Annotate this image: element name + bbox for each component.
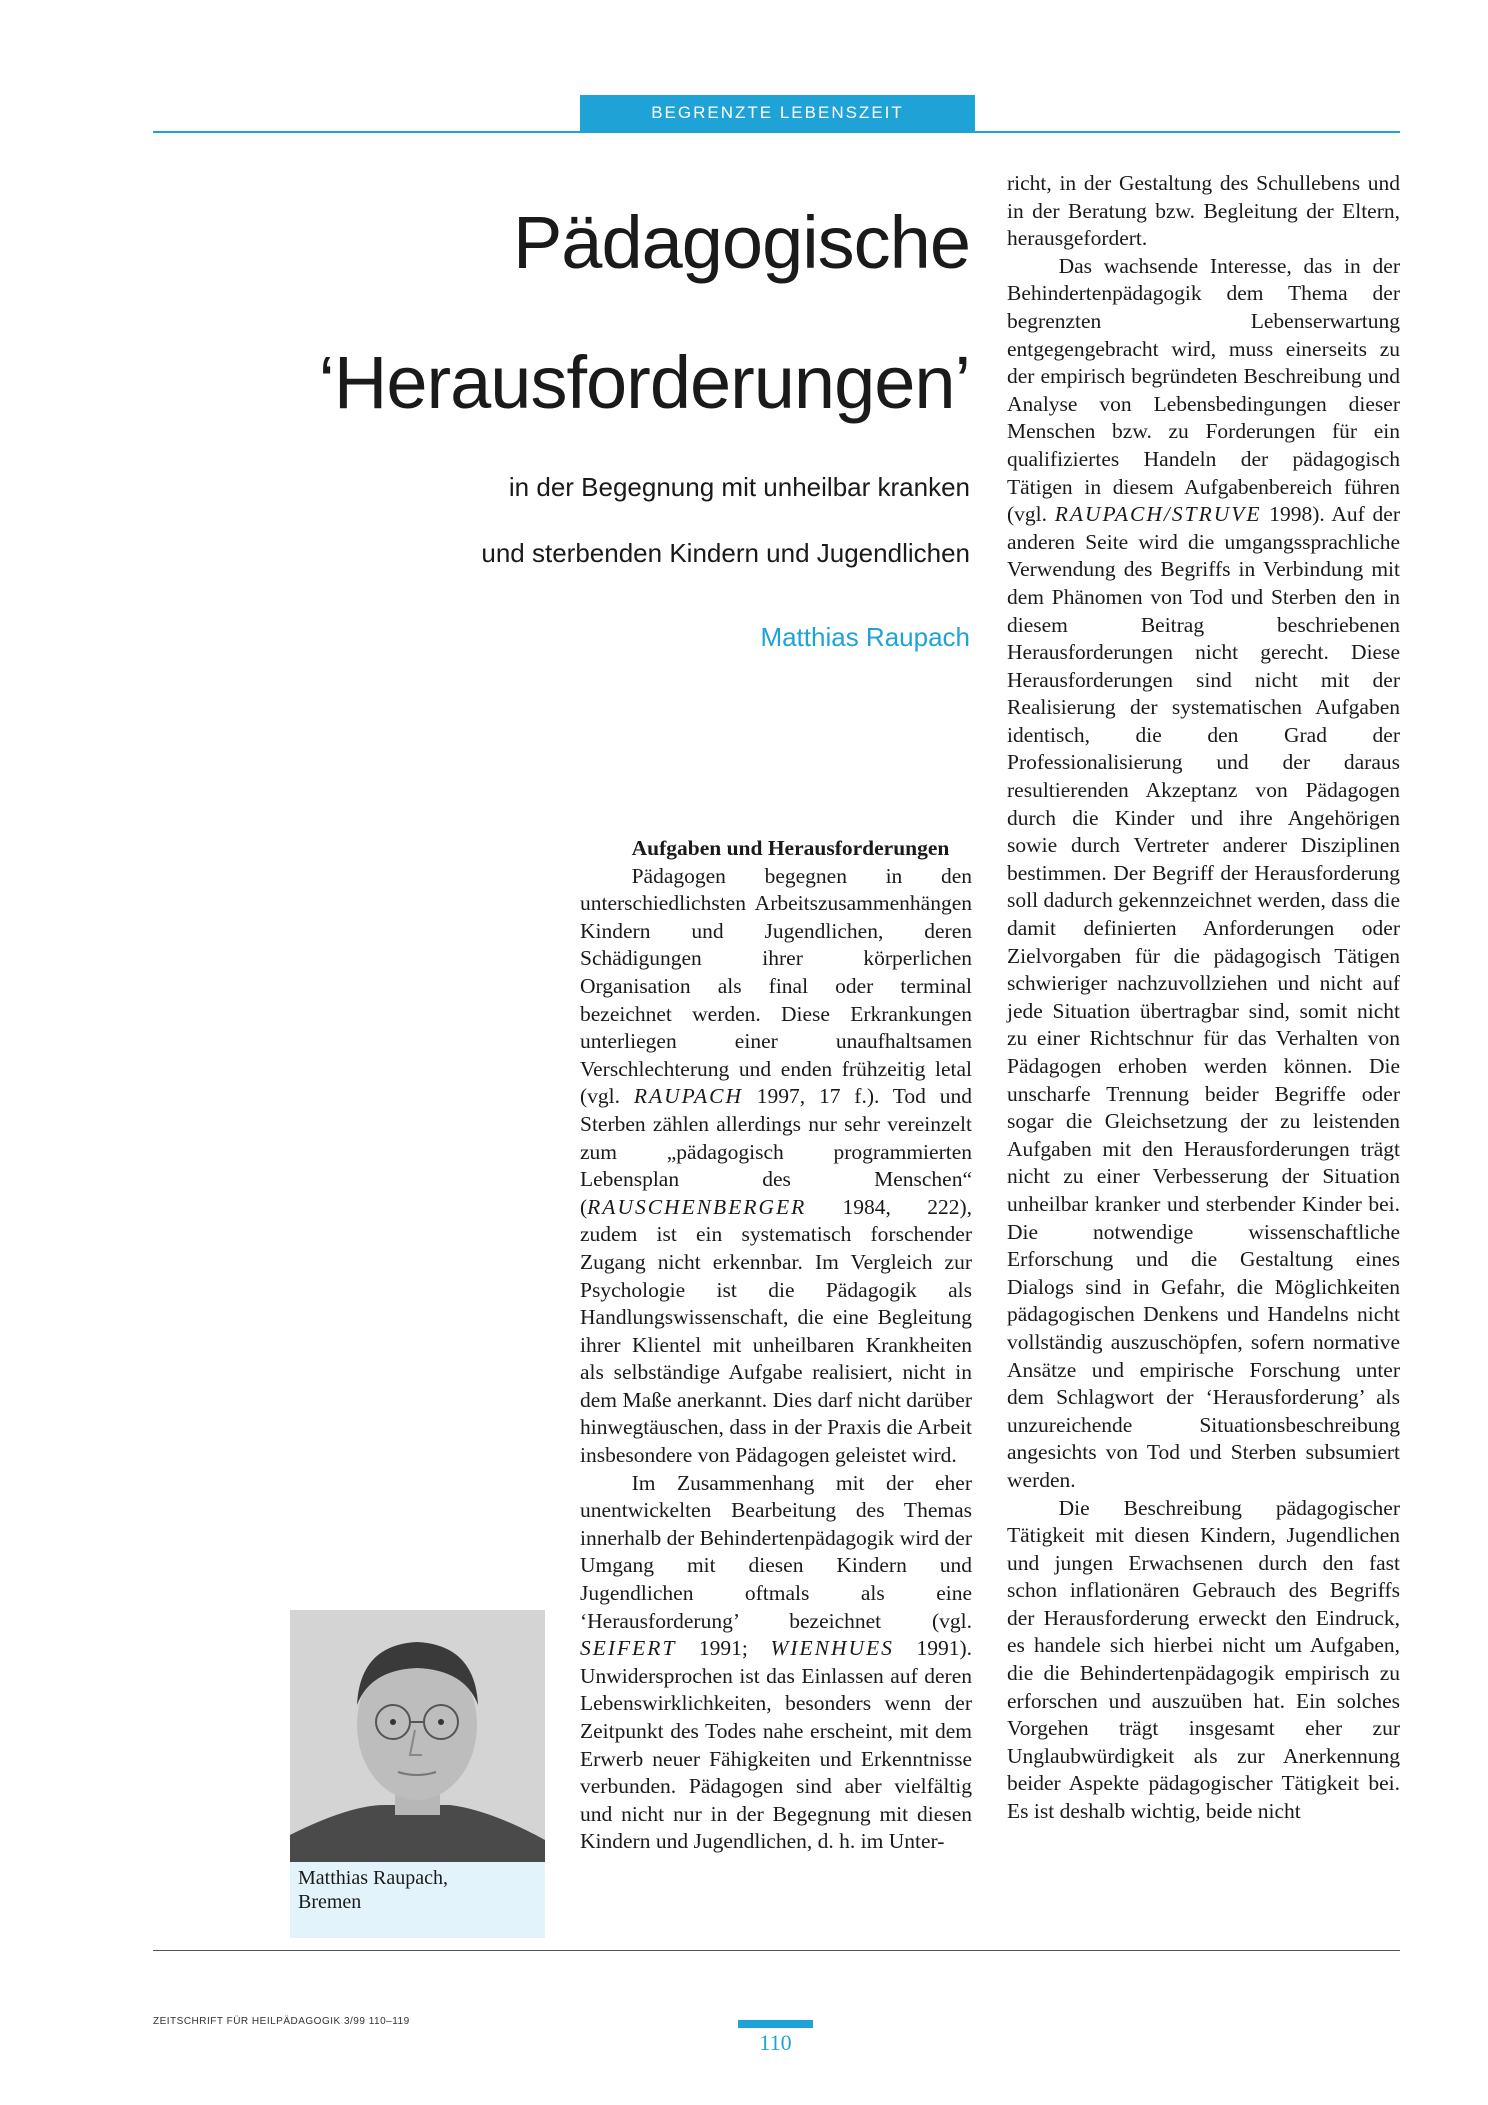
paragraph: Pädagogen begegnen in den unterschiedlichsten Arbeitszusammenhängen Kindern und Jugendlichen, deren Schädigungen ihrer körperlichen Organisation als final oder terminal bezeichnet werden. Diese Erkrankungen unterliegen einer unaufhaltsamen Verschlechterung und enden frühzeitig letal (vgl. RAUPACH 1997, 17 f.). Tod und Sterben zählen allerdings nur sehr vereinzelt zum „pädagogisch programmierten Lebensplan des Menschen“ (RAUSCHENBERGER 1984, 222), zudem ist ein systematisch forschender Zugang nicht erkennbar. Im Vergleich zur Psychologie ist die Pädagogik als Handlungswissenschaft, die eine Begleitung ihrer Klientel mit unheilbaren Krankheiten als selbständige Aufgabe realisiert, nicht in dem Maße anerkannt. Dies darf nicht darüber hinwegtäuschen, dass in der Praxis die Arbeit insbesondere von Pädagogen geleistet wird. bbox=[580, 863, 972, 1468]
page-number-bar bbox=[738, 2020, 813, 2028]
article-subtitle-line1: in der Begegnung mit unheilbar kranken bbox=[508, 472, 970, 502]
footer-rule bbox=[153, 1950, 1400, 1951]
text-column-1 bbox=[580, 835, 972, 1856]
citation: WIENHUES bbox=[770, 1636, 894, 1661]
citation: SEIFERT bbox=[580, 1636, 677, 1661]
author-portrait-image bbox=[290, 1610, 545, 1870]
page-number: 110 bbox=[759, 2030, 792, 2055]
citation: RAUPACH/STRUVE bbox=[1054, 502, 1262, 527]
section-tab: BEGRENZTE LEBENSZEIT bbox=[580, 95, 975, 131]
paragraph: Die Beschreibung pädagogischer Tätigkeit mit diesen Kindern, Jugendlichen und jungen Erwachsenen durch den fast schon inflationären Gebrauch des Begriffs der Herausforderung erweckt den Eindruck, es handele sich hierbei nicht um Aufgaben, die die Behindertenpädagogik empirisch zu erforschen und auszuüben hat. Ein solches Vorgehen trägt insgesamt eher zur Unglaubwürdigkeit als zur Anerkennung beider Aspekte pädagogischer Tätigkeit bei. Es ist deshalb wichtig, beide nicht bbox=[1007, 1495, 1400, 1824]
citation: RAUSCHENBERGER bbox=[587, 1194, 807, 1219]
article-author: Matthias Raupach bbox=[760, 622, 970, 652]
author-photo bbox=[290, 1610, 545, 1870]
citation: RAUPACH bbox=[633, 1084, 743, 1109]
journal-citation: ZEITSCHRIFT FÜR HEILPÄDAGOGIK 3/99 110–119 bbox=[153, 2016, 410, 2027]
header-rule bbox=[153, 131, 1400, 133]
text-column-2 bbox=[1007, 170, 1400, 1826]
photo-caption: Matthias Raupach, Bremen bbox=[290, 1862, 545, 1938]
paragraph: richt, in der Gestaltung des Schullebens und in der Beratung bzw. Begleitung der Eltern, herausgefordert. bbox=[1007, 171, 1400, 251]
article-title-line1: Pädagogische bbox=[512, 201, 970, 284]
article-subtitle-line2: und sterbenden Kindern und Jugendlichen bbox=[481, 538, 970, 568]
article-title-line2: ‘Herausforderungen’ bbox=[318, 341, 970, 424]
paragraph: Das wachsende Interesse, das in der Behindertenpädagogik dem Thema der begrenzten Lebenserwartung entgegengebracht wird, muss einerseits zu der empirisch begründeten Beschreibung und Analyse von Lebensbedingungen dieser Menschen bzw. zu Forderungen für ein qualifiziertes Handeln der pädagogisch Tätigen in diesem Aufgabenbereich führen (vgl. RAUPACH/STRUVE 1998). Auf der anderen Seite wird die umgangssprachliche Verwendung des Begriffs in Verbindung mit dem Phänomen von Tod und Sterben den in diesem Beitrag beschriebenen Herausforderungen nicht gerecht. Diese Herausforderungen sind nicht mit der Realisierung der systematischen Aufgaben identisch, die den Grad der Professionalisierung und der daraus resultierenden Akzeptanz von Pädagogen durch die Kinder und ihre Angehörigen sowie durch Vertreter anderer Disziplinen bestimmen. Der Begriff der Herausforderung soll dadurch gekennzeichnet werden, dass die damit definierten Anforderungen oder Zielvorgaben für die pädagogisch Tätigen schwieriger nachzuvollziehen und nicht auf jede Situation übertragbar sind, somit nicht zu einer Richtschnur für das Verhalten von Pädagogen erhoben werden können. Die unscharfe Trennung beider Begriffe oder sogar die Gleichsetzung der zu leistenden Aufgaben mit den Herausforderungen trägt nicht zu einer Verbesserung der Situation unheilbar kranker und sterbender Kinder bei. Die notwendige wissenschaftliche Erforschung und die Gestaltung eines Dialogs sind in Gefahr, die Möglichkeiten pädagogischen Denkens und Handelns nicht vollständig auszuschöpfen, sofern normative Ansätze und empirische Forschung unter dem Schlagwort der ‘Herausforderung’ als unzureichende Situationsbeschreibung angesichts von Tod und Sterben subsumiert werden. bbox=[1007, 253, 1400, 1492]
section-heading: Aufgaben und Herausforderungen bbox=[631, 836, 950, 860]
paragraph: Im Zusammenhang mit der eher unentwickelten Bearbeitung des Themas innerhalb der Behindertenpädagogik wird der Umgang mit diesen Kindern und Jugendlichen oftmals als eine ‘Herausforderung’ bezeichnet (vgl. SEIFERT 1991; WIENHUES 1991). Unwidersprochen ist das Einlassen auf deren Lebenswirklichkeiten, besonders wenn der Zeitpunkt des Todes nahe erscheint, mit dem Erwerb neuer Fähigkeiten und Erkenntnisse verbunden. Pädagogen sind aber vielfältig und nicht nur in der Begegnung mit diesen Kindern und Jugendlichen, d. h. im Unter- bbox=[580, 1470, 972, 1854]
